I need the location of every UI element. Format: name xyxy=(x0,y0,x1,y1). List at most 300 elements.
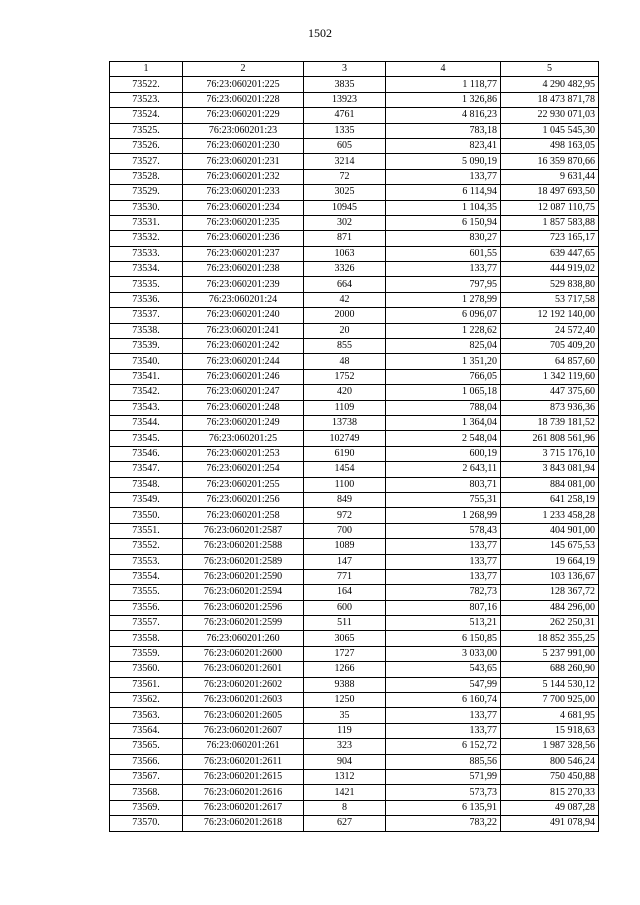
cadastral-number-cell: 76:23:060201:241 xyxy=(183,323,304,338)
table-row xyxy=(110,200,599,215)
unit-value-cell: 133,77 xyxy=(386,569,501,584)
row-number-cell: 73564. xyxy=(110,723,183,738)
table-row xyxy=(110,492,599,507)
row-number-cell: 73549. xyxy=(110,492,183,507)
row-number-cell: 73543. xyxy=(110,400,183,415)
total-value-cell: 800 546,24 xyxy=(501,754,599,769)
unit-value-cell: 830,27 xyxy=(386,231,501,246)
area-cell: 1727 xyxy=(304,646,386,661)
total-value-cell: 145 675,53 xyxy=(501,539,599,554)
row-number-cell: 73534. xyxy=(110,262,183,277)
table-row xyxy=(110,446,599,461)
cadastral-number-cell: 76:23:060201:2616 xyxy=(183,785,304,800)
table-row xyxy=(110,292,599,307)
row-number-cell: 73565. xyxy=(110,739,183,754)
row-number-cell: 73563. xyxy=(110,708,183,723)
unit-value-cell: 6 160,74 xyxy=(386,693,501,708)
row-number-cell: 73540. xyxy=(110,354,183,369)
area-cell: 13923 xyxy=(304,92,386,107)
area-cell: 72 xyxy=(304,169,386,184)
area-cell: 664 xyxy=(304,277,386,292)
unit-value-cell: 1 351,20 xyxy=(386,354,501,369)
cadastral-number-cell: 76:23:060201:235 xyxy=(183,215,304,230)
total-value-cell: 444 919,02 xyxy=(501,262,599,277)
unit-value-cell: 6 150,85 xyxy=(386,631,501,646)
row-number-cell: 73554. xyxy=(110,569,183,584)
unit-value-cell: 547,99 xyxy=(386,677,501,692)
row-number-cell: 73535. xyxy=(110,277,183,292)
table-row xyxy=(110,246,599,261)
table-row xyxy=(110,646,599,661)
unit-value-cell: 2 643,11 xyxy=(386,462,501,477)
row-number-cell: 73557. xyxy=(110,616,183,631)
area-cell: 855 xyxy=(304,339,386,354)
row-number-cell: 73547. xyxy=(110,462,183,477)
total-value-cell: 24 572,40 xyxy=(501,323,599,338)
area-cell: 1266 xyxy=(304,662,386,677)
cadastral-number-cell: 76:23:060201:2590 xyxy=(183,569,304,584)
row-number-cell: 73559. xyxy=(110,646,183,661)
total-value-cell: 5 237 991,00 xyxy=(501,646,599,661)
cadastral-number-cell: 76:23:060201:254 xyxy=(183,462,304,477)
area-cell: 3025 xyxy=(304,185,386,200)
total-value-cell: 1 342 119,60 xyxy=(501,369,599,384)
unit-value-cell: 803,71 xyxy=(386,477,501,492)
total-value-cell: 19 664,19 xyxy=(501,554,599,569)
area-cell: 147 xyxy=(304,554,386,569)
row-number-cell: 73532. xyxy=(110,231,183,246)
table-row xyxy=(110,138,599,153)
table-row xyxy=(110,708,599,723)
cadastral-number-cell: 76:23:060201:255 xyxy=(183,477,304,492)
row-number-cell: 73525. xyxy=(110,123,183,138)
unit-value-cell: 797,95 xyxy=(386,277,501,292)
table-header-row xyxy=(110,62,599,77)
cadastral-number-cell: 76:23:060201:240 xyxy=(183,308,304,323)
table-row xyxy=(110,677,599,692)
cadastral-number-cell: 76:23:060201:232 xyxy=(183,169,304,184)
cadastral-number-cell: 76:23:060201:253 xyxy=(183,446,304,461)
cadastral-number-cell: 76:23:060201:247 xyxy=(183,385,304,400)
cadastral-number-cell: 76:23:060201:242 xyxy=(183,339,304,354)
area-cell: 102749 xyxy=(304,431,386,446)
row-number-cell: 73566. xyxy=(110,754,183,769)
area-cell: 35 xyxy=(304,708,386,723)
cadastral-number-cell: 76:23:060201:238 xyxy=(183,262,304,277)
area-cell: 627 xyxy=(304,816,386,831)
total-value-cell: 1 233 458,28 xyxy=(501,508,599,523)
row-number-cell: 73523. xyxy=(110,92,183,107)
unit-value-cell: 4 816,23 xyxy=(386,108,501,123)
total-value-cell: 447 375,60 xyxy=(501,385,599,400)
table-row xyxy=(110,77,599,92)
total-value-cell: 12 087 110,75 xyxy=(501,200,599,215)
cadastral-number-cell: 76:23:060201:2588 xyxy=(183,539,304,554)
unit-value-cell: 1 118,77 xyxy=(386,77,501,92)
total-value-cell: 7 700 925,00 xyxy=(501,693,599,708)
cadastral-number-cell: 76:23:060201:2603 xyxy=(183,693,304,708)
total-value-cell: 884 081,00 xyxy=(501,477,599,492)
row-number-cell: 73538. xyxy=(110,323,183,338)
unit-value-cell: 755,31 xyxy=(386,492,501,507)
row-number-cell: 73544. xyxy=(110,415,183,430)
cadastral-number-cell: 76:23:060201:24 xyxy=(183,292,304,307)
area-cell: 2000 xyxy=(304,308,386,323)
cadastral-number-cell: 76:23:060201:2615 xyxy=(183,769,304,784)
total-value-cell: 1 987 328,56 xyxy=(501,739,599,754)
row-number-cell: 73561. xyxy=(110,677,183,692)
total-value-cell: 641 258,19 xyxy=(501,492,599,507)
area-cell: 9388 xyxy=(304,677,386,692)
cadastral-number-cell: 76:23:060201:237 xyxy=(183,246,304,261)
table-body xyxy=(110,77,599,831)
area-cell: 6190 xyxy=(304,446,386,461)
table-row xyxy=(110,785,599,800)
total-value-cell: 18 473 871,78 xyxy=(501,92,599,107)
unit-value-cell: 6 096,07 xyxy=(386,308,501,323)
unit-value-cell: 6 150,94 xyxy=(386,215,501,230)
row-number-cell: 73553. xyxy=(110,554,183,569)
table-row xyxy=(110,215,599,230)
table-row xyxy=(110,723,599,738)
table-row xyxy=(110,769,599,784)
table-row xyxy=(110,523,599,538)
unit-value-cell: 573,73 xyxy=(386,785,501,800)
cadastral-number-cell: 76:23:060201:229 xyxy=(183,108,304,123)
area-cell: 3835 xyxy=(304,77,386,92)
unit-value-cell: 6 135,91 xyxy=(386,800,501,815)
unit-value-cell: 783,18 xyxy=(386,123,501,138)
area-cell: 1312 xyxy=(304,769,386,784)
row-number-cell: 73527. xyxy=(110,154,183,169)
cadastral-number-cell: 76:23:060201:234 xyxy=(183,200,304,215)
total-value-cell: 1 045 545,30 xyxy=(501,123,599,138)
unit-value-cell: 133,77 xyxy=(386,169,501,184)
area-cell: 600 xyxy=(304,600,386,615)
total-value-cell: 639 447,65 xyxy=(501,246,599,261)
cadastral-number-cell: 76:23:060201:246 xyxy=(183,369,304,384)
cadastral-number-cell: 76:23:060201:260 xyxy=(183,631,304,646)
area-cell: 1335 xyxy=(304,123,386,138)
table-row xyxy=(110,185,599,200)
cadastral-number-cell: 76:23:060201:231 xyxy=(183,154,304,169)
total-value-cell: 261 808 561,96 xyxy=(501,431,599,446)
cadastral-number-cell: 76:23:060201:236 xyxy=(183,231,304,246)
cadastral-number-cell: 76:23:060201:258 xyxy=(183,508,304,523)
unit-value-cell: 1 364,04 xyxy=(386,415,501,430)
row-number-cell: 73552. xyxy=(110,539,183,554)
unit-value-cell: 133,77 xyxy=(386,554,501,569)
area-cell: 849 xyxy=(304,492,386,507)
unit-value-cell: 513,21 xyxy=(386,616,501,631)
cadastral-number-cell: 76:23:060201:2607 xyxy=(183,723,304,738)
table-row xyxy=(110,154,599,169)
total-value-cell: 873 936,36 xyxy=(501,400,599,415)
table-row xyxy=(110,400,599,415)
table-row xyxy=(110,415,599,430)
area-cell: 1109 xyxy=(304,400,386,415)
table-row xyxy=(110,354,599,369)
cadastral-number-cell: 76:23:060201:25 xyxy=(183,431,304,446)
row-number-cell: 73524. xyxy=(110,108,183,123)
column-header-4: 4 xyxy=(386,62,501,77)
table-row xyxy=(110,585,599,600)
area-cell: 511 xyxy=(304,616,386,631)
cadastral-number-cell: 76:23:060201:225 xyxy=(183,77,304,92)
total-value-cell: 53 717,58 xyxy=(501,292,599,307)
area-cell: 3065 xyxy=(304,631,386,646)
total-value-cell: 9 631,44 xyxy=(501,169,599,184)
area-cell: 871 xyxy=(304,231,386,246)
table-row xyxy=(110,169,599,184)
total-value-cell: 16 359 870,66 xyxy=(501,154,599,169)
row-number-cell: 73537. xyxy=(110,308,183,323)
unit-value-cell: 133,77 xyxy=(386,539,501,554)
row-number-cell: 73550. xyxy=(110,508,183,523)
row-number-cell: 73522. xyxy=(110,77,183,92)
cadastral-registry-table xyxy=(109,61,599,832)
area-cell: 771 xyxy=(304,569,386,584)
row-number-cell: 73556. xyxy=(110,600,183,615)
total-value-cell: 705 409,20 xyxy=(501,339,599,354)
total-value-cell: 4 290 482,95 xyxy=(501,77,599,92)
unit-value-cell: 6 114,94 xyxy=(386,185,501,200)
area-cell: 42 xyxy=(304,292,386,307)
area-cell: 4761 xyxy=(304,108,386,123)
row-number-cell: 73555. xyxy=(110,585,183,600)
cadastral-number-cell: 76:23:060201:244 xyxy=(183,354,304,369)
table-row xyxy=(110,739,599,754)
row-number-cell: 73558. xyxy=(110,631,183,646)
unit-value-cell: 807,16 xyxy=(386,600,501,615)
cadastral-number-cell: 76:23:060201:239 xyxy=(183,277,304,292)
area-cell: 48 xyxy=(304,354,386,369)
cadastral-number-cell: 76:23:060201:2601 xyxy=(183,662,304,677)
total-value-cell: 1 857 583,88 xyxy=(501,215,599,230)
row-number-cell: 73545. xyxy=(110,431,183,446)
unit-value-cell: 133,77 xyxy=(386,262,501,277)
total-value-cell: 22 930 071,03 xyxy=(501,108,599,123)
total-value-cell: 64 857,60 xyxy=(501,354,599,369)
area-cell: 13738 xyxy=(304,415,386,430)
row-number-cell: 73548. xyxy=(110,477,183,492)
total-value-cell: 262 250,31 xyxy=(501,616,599,631)
total-value-cell: 491 078,94 xyxy=(501,816,599,831)
unit-value-cell: 1 065,18 xyxy=(386,385,501,400)
row-number-cell: 73560. xyxy=(110,662,183,677)
unit-value-cell: 1 278,99 xyxy=(386,292,501,307)
cadastral-number-cell: 76:23:060201:2605 xyxy=(183,708,304,723)
row-number-cell: 73539. xyxy=(110,339,183,354)
cadastral-number-cell: 76:23:060201:2617 xyxy=(183,800,304,815)
table-row xyxy=(110,754,599,769)
cadastral-number-cell: 76:23:060201:2618 xyxy=(183,816,304,831)
area-cell: 20 xyxy=(304,323,386,338)
cadastral-number-cell: 76:23:060201:256 xyxy=(183,492,304,507)
table-row xyxy=(110,92,599,107)
table-row xyxy=(110,816,599,831)
table-row xyxy=(110,339,599,354)
total-value-cell: 3 715 176,10 xyxy=(501,446,599,461)
total-value-cell: 3 843 081,94 xyxy=(501,462,599,477)
page-number: 1502 xyxy=(308,26,332,40)
total-value-cell: 15 918,63 xyxy=(501,723,599,738)
unit-value-cell: 1 104,35 xyxy=(386,200,501,215)
row-number-cell: 73570. xyxy=(110,816,183,831)
cadastral-number-cell: 76:23:060201:23 xyxy=(183,123,304,138)
area-cell: 1089 xyxy=(304,539,386,554)
area-cell: 323 xyxy=(304,739,386,754)
cadastral-number-cell: 76:23:060201:233 xyxy=(183,185,304,200)
unit-value-cell: 2 548,04 xyxy=(386,431,501,446)
row-number-cell: 73530. xyxy=(110,200,183,215)
area-cell: 972 xyxy=(304,508,386,523)
table-row xyxy=(110,600,599,615)
cadastral-number-cell: 76:23:060201:2587 xyxy=(183,523,304,538)
table-row xyxy=(110,369,599,384)
table-row xyxy=(110,231,599,246)
table-row xyxy=(110,262,599,277)
column-header-5: 5 xyxy=(501,62,599,77)
unit-value-cell: 601,55 xyxy=(386,246,501,261)
area-cell: 605 xyxy=(304,138,386,153)
total-value-cell: 18 852 355,25 xyxy=(501,631,599,646)
row-number-cell: 73536. xyxy=(110,292,183,307)
total-value-cell: 12 192 140,00 xyxy=(501,308,599,323)
table-row xyxy=(110,123,599,138)
area-cell: 700 xyxy=(304,523,386,538)
area-cell: 3214 xyxy=(304,154,386,169)
row-number-cell: 73569. xyxy=(110,800,183,815)
unit-value-cell: 133,77 xyxy=(386,708,501,723)
unit-value-cell: 1 326,86 xyxy=(386,92,501,107)
unit-value-cell: 6 152,72 xyxy=(386,739,501,754)
unit-value-cell: 782,73 xyxy=(386,585,501,600)
area-cell: 8 xyxy=(304,800,386,815)
area-cell: 10945 xyxy=(304,200,386,215)
total-value-cell: 484 296,00 xyxy=(501,600,599,615)
row-number-cell: 73528. xyxy=(110,169,183,184)
cadastral-number-cell: 76:23:060201:230 xyxy=(183,138,304,153)
cadastral-number-cell: 76:23:060201:249 xyxy=(183,415,304,430)
area-cell: 1100 xyxy=(304,477,386,492)
column-header-1: 1 xyxy=(110,62,183,77)
area-cell: 3326 xyxy=(304,262,386,277)
area-cell: 1063 xyxy=(304,246,386,261)
table-row xyxy=(110,800,599,815)
unit-value-cell: 1 268,99 xyxy=(386,508,501,523)
area-cell: 119 xyxy=(304,723,386,738)
total-value-cell: 723 165,17 xyxy=(501,231,599,246)
table-row xyxy=(110,108,599,123)
total-value-cell: 128 367,72 xyxy=(501,585,599,600)
row-number-cell: 73546. xyxy=(110,446,183,461)
total-value-cell: 18 497 693,50 xyxy=(501,185,599,200)
unit-value-cell: 766,05 xyxy=(386,369,501,384)
cadastral-number-cell: 76:23:060201:2589 xyxy=(183,554,304,569)
cadastral-number-cell: 76:23:060201:261 xyxy=(183,739,304,754)
table-row xyxy=(110,462,599,477)
cadastral-number-cell: 76:23:060201:2602 xyxy=(183,677,304,692)
cadastral-number-cell: 76:23:060201:2611 xyxy=(183,754,304,769)
table-row xyxy=(110,631,599,646)
unit-value-cell: 5 090,19 xyxy=(386,154,501,169)
table-row xyxy=(110,308,599,323)
area-cell: 1421 xyxy=(304,785,386,800)
table-row xyxy=(110,539,599,554)
row-number-cell: 73568. xyxy=(110,785,183,800)
row-number-cell: 73542. xyxy=(110,385,183,400)
table-row xyxy=(110,569,599,584)
total-value-cell: 49 087,28 xyxy=(501,800,599,815)
cadastral-number-cell: 76:23:060201:2596 xyxy=(183,600,304,615)
cadastral-number-cell: 76:23:060201:2599 xyxy=(183,616,304,631)
area-cell: 420 xyxy=(304,385,386,400)
total-value-cell: 529 838,80 xyxy=(501,277,599,292)
table-row xyxy=(110,323,599,338)
table-row xyxy=(110,554,599,569)
cadastral-number-cell: 76:23:060201:2600 xyxy=(183,646,304,661)
total-value-cell: 103 136,67 xyxy=(501,569,599,584)
table-row xyxy=(110,662,599,677)
area-cell: 1752 xyxy=(304,369,386,384)
cadastral-number-cell: 76:23:060201:248 xyxy=(183,400,304,415)
unit-value-cell: 885,56 xyxy=(386,754,501,769)
cadastral-number-cell: 76:23:060201:2594 xyxy=(183,585,304,600)
unit-value-cell: 543,65 xyxy=(386,662,501,677)
unit-value-cell: 600,19 xyxy=(386,446,501,461)
unit-value-cell: 133,77 xyxy=(386,723,501,738)
area-cell: 904 xyxy=(304,754,386,769)
unit-value-cell: 1 228,62 xyxy=(386,323,501,338)
unit-value-cell: 825,04 xyxy=(386,339,501,354)
row-number-cell: 73567. xyxy=(110,769,183,784)
table-row xyxy=(110,616,599,631)
table-row xyxy=(110,385,599,400)
table-row xyxy=(110,431,599,446)
total-value-cell: 498 163,05 xyxy=(501,138,599,153)
row-number-cell: 73529. xyxy=(110,185,183,200)
area-cell: 164 xyxy=(304,585,386,600)
area-cell: 302 xyxy=(304,215,386,230)
total-value-cell: 750 450,88 xyxy=(501,769,599,784)
row-number-cell: 73526. xyxy=(110,138,183,153)
row-number-cell: 73533. xyxy=(110,246,183,261)
total-value-cell: 815 270,33 xyxy=(501,785,599,800)
total-value-cell: 688 260,90 xyxy=(501,662,599,677)
total-value-cell: 18 739 181,52 xyxy=(501,415,599,430)
table-row xyxy=(110,477,599,492)
table-row xyxy=(110,277,599,292)
total-value-cell: 4 681,95 xyxy=(501,708,599,723)
cadastral-number-cell: 76:23:060201:228 xyxy=(183,92,304,107)
unit-value-cell: 823,41 xyxy=(386,138,501,153)
unit-value-cell: 578,43 xyxy=(386,523,501,538)
column-header-3: 3 xyxy=(304,62,386,77)
row-number-cell: 73541. xyxy=(110,369,183,384)
table-row xyxy=(110,508,599,523)
row-number-cell: 73531. xyxy=(110,215,183,230)
total-value-cell: 404 901,00 xyxy=(501,523,599,538)
unit-value-cell: 783,22 xyxy=(386,816,501,831)
total-value-cell: 5 144 530,12 xyxy=(501,677,599,692)
row-number-cell: 73551. xyxy=(110,523,183,538)
row-number-cell: 73562. xyxy=(110,693,183,708)
area-cell: 1250 xyxy=(304,693,386,708)
area-cell: 1454 xyxy=(304,462,386,477)
table-row xyxy=(110,693,599,708)
unit-value-cell: 571,99 xyxy=(386,769,501,784)
